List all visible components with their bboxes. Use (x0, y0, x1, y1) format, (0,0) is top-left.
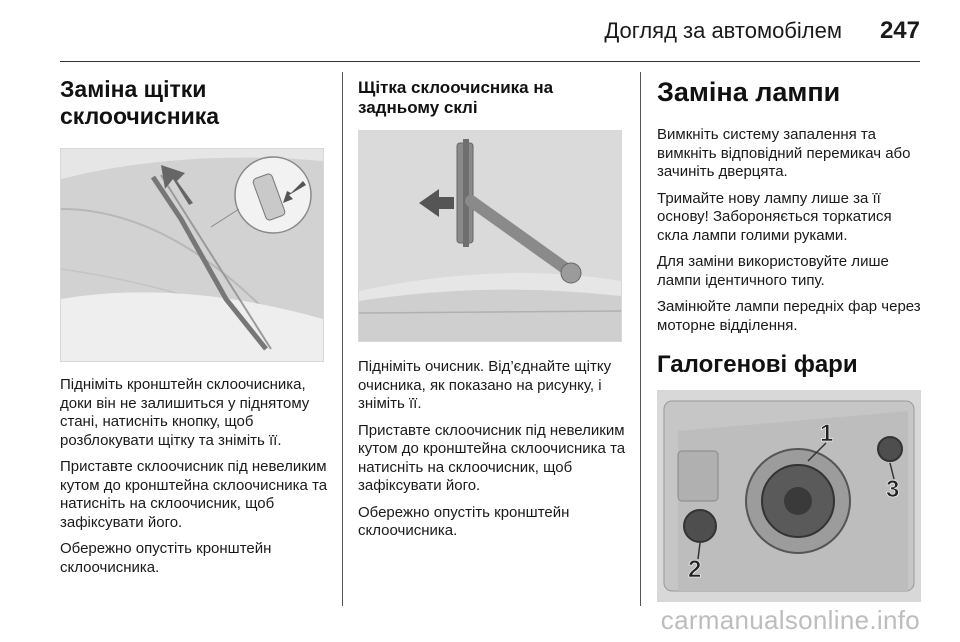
paragraph: Замінюйте лампи передніх фар через моторне відділення. (657, 298, 921, 334)
column-divider (640, 72, 641, 606)
heading-wiper-replacement: Заміна щітки склоочисника (60, 76, 220, 129)
figure-front-wiper (60, 148, 324, 362)
paragraph: Для заміни використовуйте лише лампи ідентичного типу. (657, 253, 889, 289)
header-rule (60, 61, 920, 62)
column-wiper-blade (60, 64, 328, 585)
section-title: Догляд за автомобілем (604, 18, 842, 43)
callout-3: 3 (886, 476, 900, 503)
figure-rear-wiper (358, 130, 622, 342)
page-number: 247 (879, 17, 920, 44)
page-header (0, 0, 960, 62)
paragraph: Вимкніть систему запалення та вимкніть відповідний перемикач або зачиніть дверцята. (657, 126, 911, 180)
paragraph: Обережно опустіть кронштейн склоочисника. (358, 503, 570, 539)
heading-bulb-replacement: Заміна лампи (657, 77, 841, 107)
callout-2: 2 (688, 556, 702, 583)
paragraph: Приставте склоочисник під невеликим кутом до кронштейна склоочисника та натисніть на склоочисник, щоб зафіксувати його. (60, 458, 328, 531)
column-divider (342, 72, 343, 606)
paragraph: Тримайте нову лампу лише за її основу! Забороняється торкатися скла лампи голими руками. (657, 189, 892, 244)
column-bulb-replacement (657, 64, 922, 602)
figure-halogen-headlight (657, 390, 921, 602)
column-rear-wiper (358, 64, 628, 549)
callout-1: 1 (820, 420, 834, 447)
paragraph: Обережно опустіть кронштейн склоочисника. (60, 540, 272, 576)
heading-rear-wiper: Щітка склоочисника на задньому склі (358, 78, 554, 117)
paragraph: Підніміть кронштейн склоочисника, доки він не залишиться у піднятому стані, натисніть кнопку, щоб розблокувати щітку та зніміть її. (60, 376, 310, 449)
paragraph: Підніміть очисник. Від’єднайте щітку очисника, як показано на рисунку, і зніміть її. (358, 358, 612, 412)
paragraph: Приставте склоочисник під невеликим кутом до кронштейна склоочисника та натисніть на склоочисник, щоб зафіксувати його. (358, 421, 626, 494)
watermark: carmanualsonline.info (660, 605, 920, 635)
heading-halogen-headlights: Галогенові фари (657, 351, 858, 378)
